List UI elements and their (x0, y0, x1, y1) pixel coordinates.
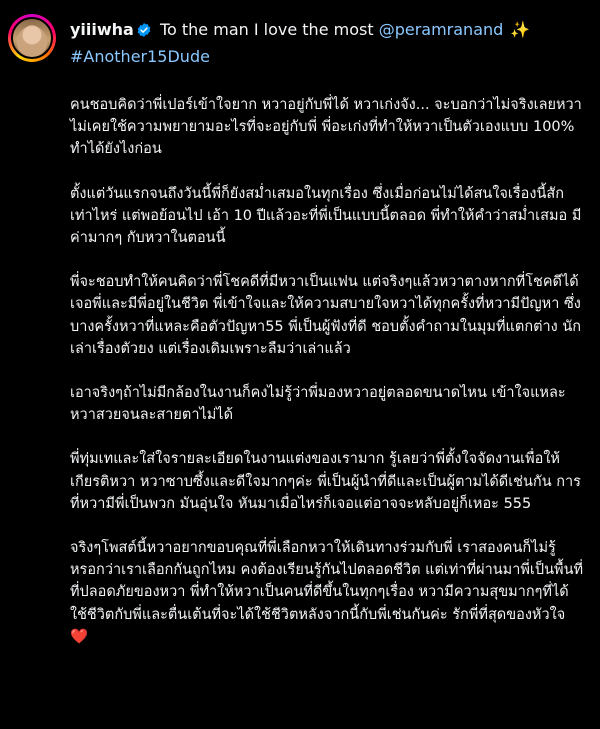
caption-body (70, 94, 585, 670)
avatar-story-ring[interactable] (8, 14, 56, 62)
caption-paragraph: เอาจริงๆถ้าไม่มีกล้องในงานก็คงไม่รู้ว่าพี่มองหวาอยู่ตลอดขนาดไหน เข้าใจแหละหวาสวยจนละสายตาไม่ได้ (70, 385, 566, 424)
caption-paragraph: พี่ทุ่มเทและใส่ใจรายละเอียดในงานแต่งของเรามาก รู้เลยว่าพี่ตั้งใจจัดงานเพื่อให้เกียรติหวา หวาซาบซึ้งและดีใจมากๆค่ะ พี่เป็นผู้นำที่ดีและเป็นผู้ตามได้ดีเช่นกัน การที่หวามีพี่เป็นพวก มันอุ่นใจ หันมาเมื่อไหร่ก็เจอแต่อาจจะหลับอยู่ก็เหอะ 555 (70, 451, 581, 512)
caption-paragraph-text: จริงๆโพสต์นี้หวาอยากขอบคุณที่พี่เลือกหวาให้เดินทางร่วมกับพี่ เราสองคนก็ไม่รู้หรอกว่าเราเลือกกันถูกไหม คงต้องเรียนรู้กันไปตลอดชีวิต แต่เท่าที่ผ่านมาพี่เป็นพื้นที่ที่ปลอดภัยของหวา พี่ทำให้หวาเป็นคนที่ดีขึ้นในทุกๆเรื่อง หวามีความสุขมากๆที่ได้ใช้ชีวิตกับพี่และตื่นเต้นที่จะได้ใช้ชีวิตหลังจากนี้กับพี่เช่นกันค่ะ รักพี่ที่สุดของหัวใจ (70, 540, 584, 623)
verified-icon (136, 21, 152, 45)
mention-link[interactable]: @peramranand (378, 20, 504, 39)
caption-paragraph: คนชอบคิดว่าพี่เปอร์เข้าใจยาก หวาอยู่กับพี่ได้ หวาเก่งจัง... จะบอกว่าไม่จริงเลยหวาไม่เคยใช้ความพยายามอะไรที่จะอยู่กับพี่ พี่อะเก่งที่ทำให้หวาเป็นตัวเองแบบ 100% ทำได้ยังไงก่อน (70, 97, 582, 158)
caption-paragraph: พี่จะชอบทำให้คนคิดว่าพี่โชคดีที่มีหวาเป็นแฟน แต่จริงๆแล้วหวาตางหากที่โชคดีได้เจอพี่และมีพี่อยู่ในชีวิต พี่เข้าใจและให้ความสบายใจหวาได้ทุกครั้งที่หวามีปัญหา ซึ่งบางครั้งหวาที่แหละคือตัวปัญหา55 พี่เป็นผู้ฟังที่ดี ชอบตั้งคำถามในมุมที่แตกต่าง นักเล่าเรื่องตัวยง แต่เรื่องเดิมเพราะลืมว่าเล่าแล้ว (70, 274, 582, 357)
username-link[interactable]: yiiiwha (70, 20, 134, 39)
sparkle-emoji: ✨ (510, 20, 531, 39)
hashtag-link[interactable]: #Another15Dude (70, 47, 210, 66)
caption-header (70, 18, 590, 69)
heart-icon: ❤️ (70, 628, 89, 645)
caption-prefix: To the man I love the most (159, 20, 374, 39)
avatar[interactable] (11, 17, 53, 59)
caption-paragraph-last (70, 537, 585, 648)
caption-paragraph: ตั้งแต่วันแรกจนถึงวันนี้พี่ก็ยังสม่ำเสมอในทุกเรื่อง ซึ่งเมื่อก่อนไม่ได้สนใจเรื่องนี้สักเท่าไหร่ แต่พอย้อนไป เอ้า 10 ปีแล้วอะที่พี่เป็นแบบนี้ตลอด พี่ทำให้คำว่าสม่ำเสมอ มีค่ามากๆ กับหวาในตอนนี้ (70, 185, 582, 247)
